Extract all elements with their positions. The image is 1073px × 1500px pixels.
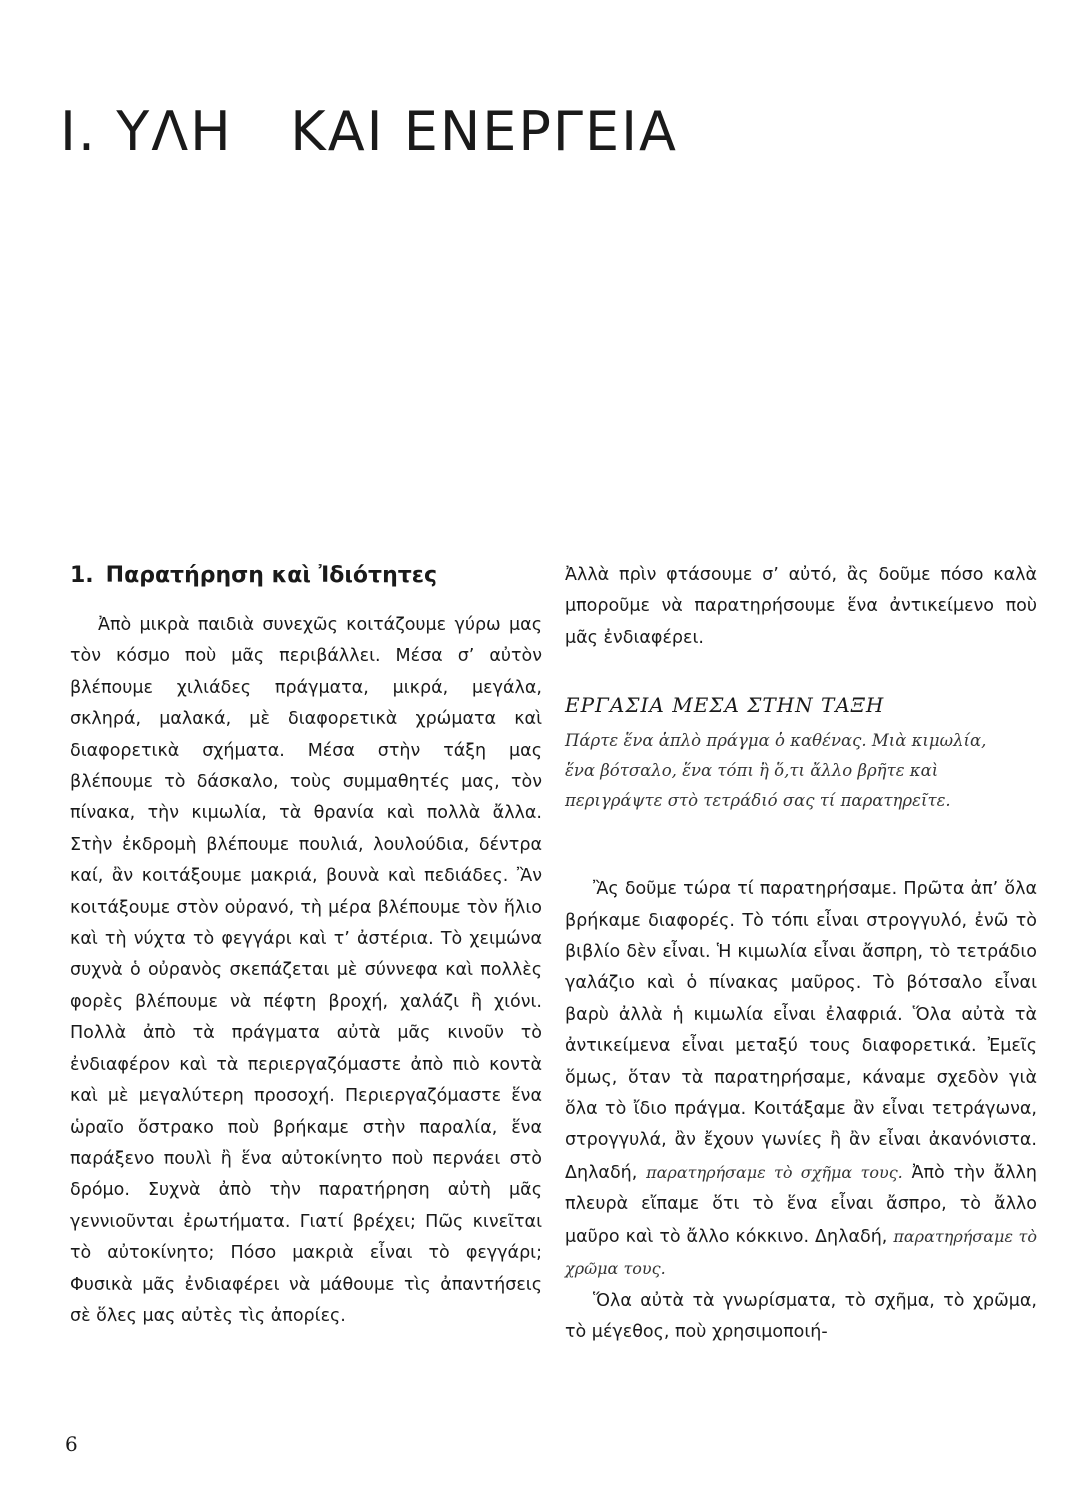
exercise-title: ΕΡΓΑΣΙΑ ΜΕΣΑ ΣΤΗΝ ΤΑΞΗ [565, 693, 885, 718]
observation-text-part-1: Ἂς δοῦμε τώρα τί παρατηρήσαμε. Πρῶτα ἀπ’ ὅλα βρήκαμε διαφορές. Τὸ τόπι εἶναι στρογγυλό, ἐνῶ τὸ βιβλίο δὲν εἶναι. Ἡ κιμωλία εἶναι ἄσπρη, τὸ τετράδιο γαλάζιο καὶ ὁ πίνακας μαῦρος. Τὸ βότσαλο εἶναι βαρὺ ἀλλὰ ἡ κιμωλία εἶναι ἐλαφριά. Ὅλα αὐτὰ τὰ ἀντικείμενα εἶναι μεταξύ τους διαφορετικά. Ἐμεῖς ὅμως, ὅταν τὰ παρατηρήσαμε, κάναμε σχεδὸν γιὰ ὅλα τὸ ἴδιο πράγμα. Κοιτάξαμε ἂν εἶναι τετράγωνα, στρογγυλά, ἂν ἔχουν γωνίες ἢ ἂν εἶναι ἀκανόνιστα. Δηλαδή, [565, 879, 1037, 1183]
observation-paragraph [565, 874, 1037, 1285]
left-column [70, 560, 542, 1332]
right-column [565, 560, 1037, 1348]
continuation-paragraph: Ἀλλὰ πρὶν φτάσουμε σ’ αὐτό, ἂς δοῦμε πόσο καλὰ μποροῦμε νὰ παρατηρήσουμε ἕνα ἀντικείμενο ποὺ μᾶς ἐνδιαφέρει. [565, 565, 1037, 648]
features-paragraph: Ὅλα αὐτὰ τὰ γνωρίσματα, τὸ σχῆμα, τὸ χρῶμα, τὸ μέγεθος, ποὺ χρησιμοποιή- [565, 1290, 1037, 1342]
observation-text-part-2: Ἀπὸ τὴν ἄλλη πλευρὰ εἴπαμε ὅτι τὸ ἕνα εἶναι ἄσπρο, τὸ ἄλλο μαῦρο καὶ τὸ ἄλλο κόκκινο. Δηλαδή, [565, 1162, 1037, 1247]
chapter-title: Ι. ΥΛΗ ΚΑΙ ΕΝΕΡΓΕΙΑ [60, 100, 678, 163]
emphasis-shape: παρατηρήσαμε τὸ σχῆμα τους. [646, 1162, 903, 1182]
page-number: 6 [65, 1432, 78, 1456]
intro-paragraph: Ἀπὸ μικρὰ παιδιὰ συνεχῶς κοιτάζουμε γύρω μας τὸν κόσμο ποὺ μᾶς περιβάλλει. Μέσα σ’ αὐτὸν βλέπουμε χιλιάδες πράγματα, μικρά, μεγάλα, σκληρά, μαλακά, μὲ διαφορετικὰ χρώματα καὶ διαφορετικὰ σχήματα. Μέσα στὴν τάξη μας βλέπουμε τὸ δάσκαλο, τοὺς συμμαθητές μας, τὸν πίνακα, τὴν κιμωλία, τὰ θρανία καὶ πολλὰ ἄλλα. Στὴν ἐκδρομὴ βλέπουμε πουλιά, λουλούδια, δέντρα καί, ἂν κοιτάξουμε μακριά, βουνὰ καὶ πεδιάδες. Ἂν κοιτάξουμε στὸν οὐρανό, τὴ μέρα βλέπουμε τὸν ἥλιο καὶ τὴ νύχτα τὸ φεγγάρι καὶ τ’ ἀστέρια. Τὸ χειμώνα συχνὰ ὁ οὐρανὸς σκεπάζεται μὲ σύννεφα καὶ πολλὲς φορὲς βλέπουμε νὰ πέφτη βροχή, χαλάζι ἢ χιόνι. Πολλὰ ἀπὸ τὰ πράγματα αὐτὰ μᾶς κινοῦν τὸ ἐνδιαφέρον καὶ τὰ περιεργαζόμαστε ἀπὸ πιὸ κοντὰ καὶ μὲ μεγαλύτερη προσοχή. Περιεργαζόμαστε ἕνα ὡραῖο ὄστρακο ποὺ βρήκαμε στὴν παραλία, ἕνα παράξενο πουλὶ ἢ ἕνα αὐτοκίνητο ποὺ περνάει στὸ δρόμο. Συχνὰ ἀπὸ τὴν παρατήρηση αὐτὴ μᾶς γεννιοῦνται ἐρωτήματα. Γιατί βρέχει; Πῶς κινεῖται τὸ αὐτοκίνητο; Πόσο μακριὰ εἶναι τὸ φεγγάρι; Φυσικὰ μᾶς ἐνδιαφέρει νὰ μάθουμε τὶς ἀπαντήσεις σὲ ὅλες μας αὐτὲς τὶς ἀπορίες. [70, 615, 542, 1326]
emphasis-color: παρατηρήσαμε τὸ χρῶμα τους. [565, 1226, 1037, 1279]
exercise-text: Πάρτε ἕνα ἁπλὸ πράγμα ὁ καθένας. Μιὰ κιμωλία, ἕνα βότσαλο, ἕνα τόπι ἢ ὅ,τι ἄλλο βρῆτε καὶ περιγράψτε στὸ τετράδιό σας τί παρατηρεῖτε. [565, 731, 987, 811]
section-heading [70, 560, 542, 592]
section-number: 1. [70, 563, 94, 588]
section-title: Παρατήρηση καὶ Ἰδιότητες [105, 563, 438, 588]
